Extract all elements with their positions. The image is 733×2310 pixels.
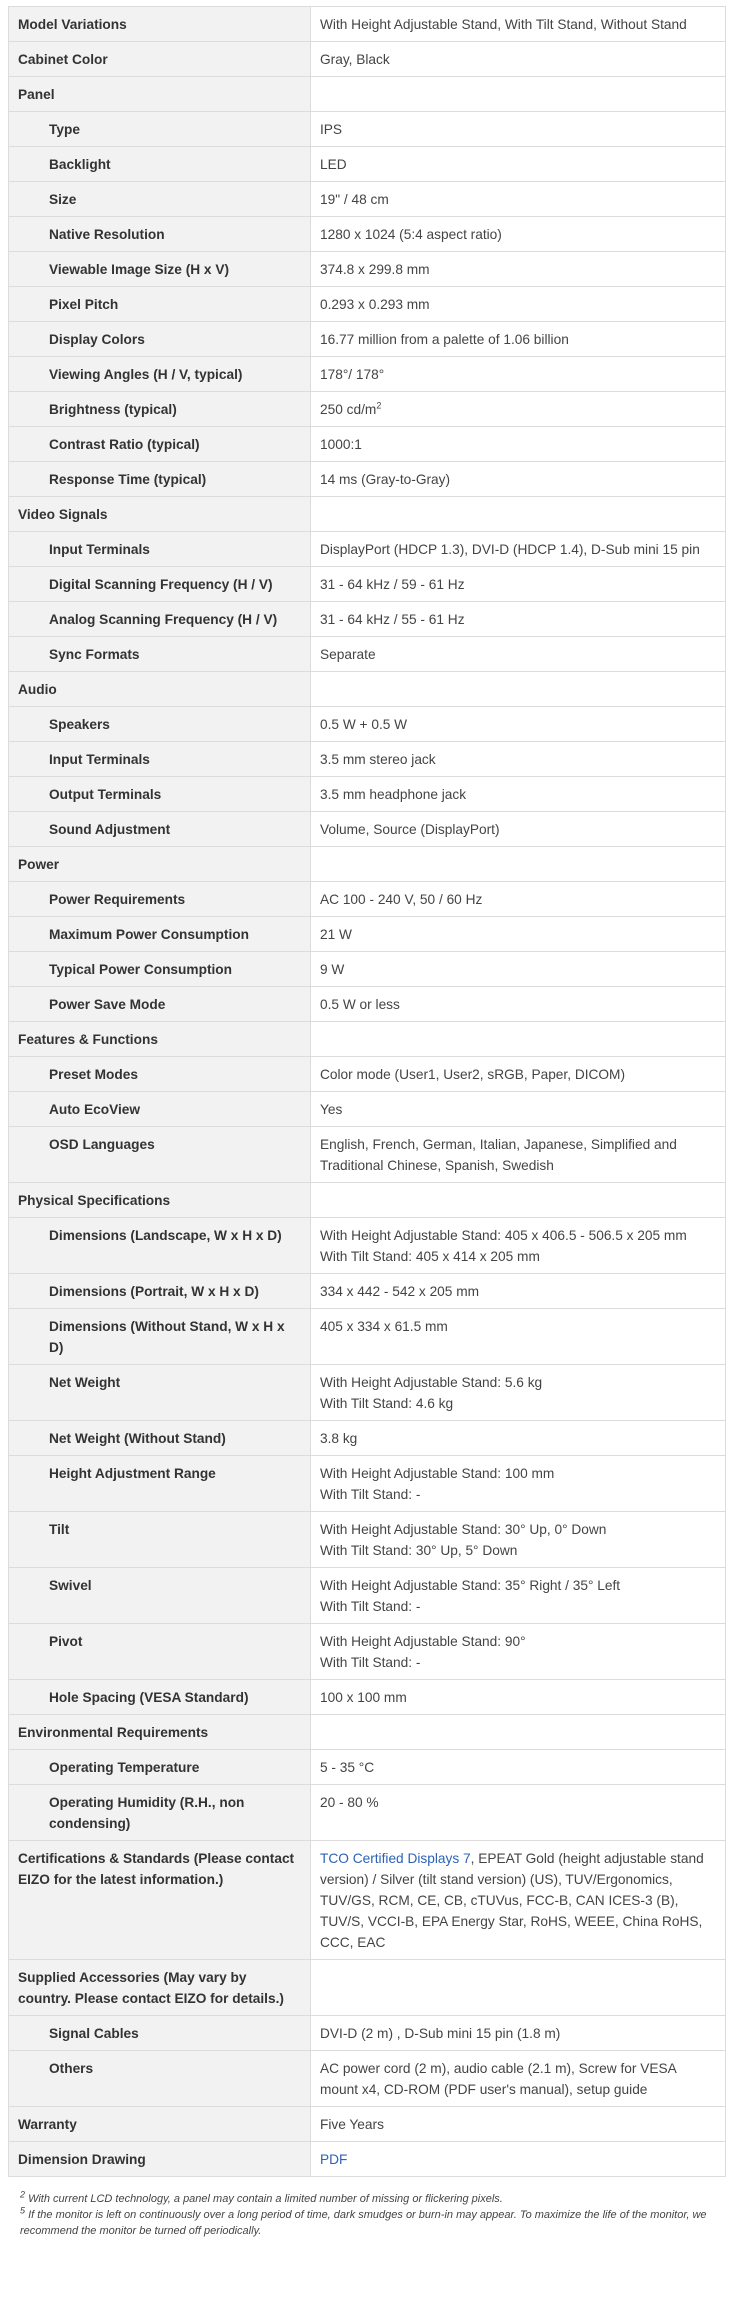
section-heading: Features & Functions (9, 1022, 311, 1057)
spec-value-line: With Height Adjustable Stand: 5.6 kg (320, 1375, 543, 1390)
spec-row (9, 1624, 726, 1680)
spec-value (311, 2107, 726, 2142)
spec-value-line: 16.77 million from a palette of 1.06 billion (320, 332, 569, 347)
spec-value-line: 100 x 100 mm (320, 1690, 407, 1705)
spec-row (9, 1092, 726, 1127)
spec-value-line: Gray, Black (320, 52, 390, 67)
spec-label: Others (9, 2051, 311, 2107)
spec-row (9, 777, 726, 812)
spec-row (9, 1568, 726, 1624)
section-heading: Power (9, 847, 311, 882)
footnote-number: 5 (20, 2205, 26, 2216)
section-row (9, 1960, 726, 2016)
spec-label: Height Adjustment Range (9, 1456, 311, 1512)
spec-label: Net Weight (9, 1365, 311, 1421)
spec-row (9, 287, 726, 322)
section-row (9, 1183, 726, 1218)
spec-label: Typical Power Consumption (9, 952, 311, 987)
spec-value-line: With Tilt Stand: 30° Up, 5° Down (320, 1543, 518, 1558)
section-heading: Video Signals (9, 497, 311, 532)
spec-label: Pivot (9, 1624, 311, 1680)
spec-row (9, 147, 726, 182)
spec-value (311, 42, 726, 77)
spec-value (311, 1750, 726, 1785)
spec-value-line: DVI-D (2 m) , D-Sub mini 15 pin (1.8 m) (320, 2026, 561, 2041)
spec-value-line: With Height Adjustable Stand, With Tilt Stand, Without Stand (320, 17, 687, 32)
spec-value-line: 250 cd/m (320, 402, 377, 417)
spec-row (9, 1218, 726, 1274)
spec-value-line: With Height Adjustable Stand: 90° (320, 1634, 526, 1649)
spec-value-line: 0.5 W + 0.5 W (320, 717, 408, 732)
spec-value (311, 952, 726, 987)
spec-value (311, 427, 726, 462)
spec-label: Brightness (typical) (9, 392, 311, 427)
spec-value-line: 1280 x 1024 (5:4 aspect ratio) (320, 227, 502, 242)
spec-label: Operating Temperature (9, 1750, 311, 1785)
spec-label: Input Terminals (9, 532, 311, 567)
spec-value (311, 567, 726, 602)
spec-label: OSD Languages (9, 1127, 311, 1183)
spec-value (311, 1715, 726, 1750)
spec-row (9, 2016, 726, 2051)
spec-row (9, 182, 726, 217)
spec-label: Model Variations (9, 7, 311, 42)
spec-value (311, 1183, 726, 1218)
spec-row (9, 1512, 726, 1568)
spec-value (311, 7, 726, 42)
spec-value (311, 322, 726, 357)
spec-value-line: 374.8 x 299.8 mm (320, 262, 430, 277)
spec-value (311, 1365, 726, 1421)
spec-label: Contrast Ratio (typical) (9, 427, 311, 462)
spec-value (311, 812, 726, 847)
spec-value-line: With Tilt Stand: - (320, 1599, 421, 1614)
spec-row (9, 1785, 726, 1841)
spec-row (9, 1365, 726, 1421)
spec-label: Cabinet Color (9, 42, 311, 77)
spec-row (9, 2051, 726, 2107)
spec-value (311, 1057, 726, 1092)
spec-label: Pixel Pitch (9, 287, 311, 322)
superscript: 2 (376, 400, 382, 411)
spec-value (311, 182, 726, 217)
spec-label: Dimensions (Landscape, W x H x D) (9, 1218, 311, 1274)
spec-row (9, 637, 726, 672)
spec-row (9, 1309, 726, 1365)
spec-label: Certifications & Standards (Please contact EIZO for the latest information.) (9, 1841, 311, 1960)
spec-row (9, 462, 726, 497)
spec-table (8, 6, 726, 2177)
footnote-text: With current LCD technology, a panel may contain a limited number of missing or flickering pixels. (28, 2193, 503, 2205)
spec-value-line: Five Years (320, 2117, 384, 2132)
spec-value (311, 1512, 726, 1568)
spec-value (311, 2051, 726, 2107)
section-heading: Panel (9, 77, 311, 112)
spec-row (9, 1680, 726, 1715)
spec-value (311, 1218, 726, 1274)
spec-value (311, 777, 726, 812)
spec-value-line: With Height Adjustable Stand: 100 mm (320, 1466, 555, 1481)
spec-label: Viewable Image Size (H x V) (9, 252, 311, 287)
spec-value-line: AC 100 - 240 V, 50 / 60 Hz (320, 892, 483, 907)
spec-row (9, 2107, 726, 2142)
footnotes (8, 2191, 725, 2239)
spec-value (311, 287, 726, 322)
spec-value (311, 532, 726, 567)
spec-label: Analog Scanning Frequency (H / V) (9, 602, 311, 637)
spec-label: Auto EcoView (9, 1092, 311, 1127)
spec-value-line: 334 x 442 - 542 x 205 mm (320, 1284, 480, 1299)
spec-value-line: Color mode (User1, User2, sRGB, Paper, DICOM) (320, 1067, 626, 1082)
spec-row (9, 2142, 726, 2177)
spec-value (311, 1680, 726, 1715)
spec-label: Power Save Mode (9, 987, 311, 1022)
spec-label: Display Colors (9, 322, 311, 357)
spec-value-line: With Tilt Stand: 405 x 414 x 205 mm (320, 1249, 540, 1264)
spec-value-line: With Height Adjustable Stand: 30° Up, 0° Down (320, 1522, 607, 1537)
footnote (20, 2207, 725, 2239)
spec-label: Output Terminals (9, 777, 311, 812)
spec-value-line: 178°/ 178° (320, 367, 385, 382)
spec-value (311, 1785, 726, 1841)
spec-value (311, 147, 726, 182)
spec-label: Maximum Power Consumption (9, 917, 311, 952)
spec-row (9, 952, 726, 987)
spec-value-line: 3.8 kg (320, 1431, 358, 1446)
spec-value-line: With Height Adjustable Stand: 35° Right / 35° Left (320, 1578, 621, 1593)
spec-value-line: 0.293 x 0.293 mm (320, 297, 430, 312)
spec-value (311, 672, 726, 707)
spec-value-line: 3.5 mm headphone jack (320, 787, 467, 802)
spec-value (311, 742, 726, 777)
spec-label: Power Requirements (9, 882, 311, 917)
spec-value-line: Separate (320, 647, 376, 662)
spec-value (311, 882, 726, 917)
spec-row (9, 1421, 726, 1456)
section-row (9, 497, 726, 532)
spec-value (311, 357, 726, 392)
spec-value-line: With Tilt Stand: - (320, 1487, 421, 1502)
spec-row (9, 112, 726, 147)
section-heading: Audio (9, 672, 311, 707)
footnote (20, 2191, 725, 2207)
spec-label: Sound Adjustment (9, 812, 311, 847)
spec-value (311, 1456, 726, 1512)
spec-value (311, 1568, 726, 1624)
spec-value-line: 20 - 80 % (320, 1795, 379, 1810)
spec-row (9, 602, 726, 637)
spec-value-line: With Height Adjustable Stand: 405 x 406.5 - 506.5 x 205 mm (320, 1228, 687, 1243)
spec-value (311, 987, 726, 1022)
spec-value (311, 602, 726, 637)
spec-link[interactable]: PDF (320, 2152, 348, 2167)
spec-row (9, 42, 726, 77)
spec-label: Sync Formats (9, 637, 311, 672)
spec-row (9, 707, 726, 742)
footnote-number: 2 (20, 2189, 26, 2200)
spec-row (9, 1274, 726, 1309)
spec-value (311, 217, 726, 252)
spec-label: Dimension Drawing (9, 2142, 311, 2177)
spec-value-line: 0.5 W or less (320, 997, 400, 1012)
spec-value-line: 14 ms (Gray-to-Gray) (320, 472, 451, 487)
spec-row (9, 392, 726, 427)
spec-row (9, 7, 726, 42)
section-row (9, 1022, 726, 1057)
footnote-text: If the monitor is left on continuously over a long period of time, dark smudges or burn-in may appear. To maximize the life of the monitor, we recommend the monitor be turned off periodically. (20, 2209, 707, 2237)
spec-row (9, 1750, 726, 1785)
spec-value-line: With Tilt Stand: - (320, 1655, 421, 1670)
spec-label: Operating Humidity (R.H., non condensing) (9, 1785, 311, 1841)
spec-value-line: English, French, German, Italian, Japanese, Simplified and Traditional Chinese, Spanish, Swedish (320, 1137, 677, 1173)
spec-value (311, 1127, 726, 1183)
section-heading: Environmental Requirements (9, 1715, 311, 1750)
spec-value (311, 1309, 726, 1365)
spec-value (311, 917, 726, 952)
spec-value (311, 637, 726, 672)
spec-value (311, 1092, 726, 1127)
spec-row (9, 987, 726, 1022)
spec-row (9, 357, 726, 392)
spec-value-line: Yes (320, 1102, 343, 1117)
spec-label: Preset Modes (9, 1057, 311, 1092)
spec-row (9, 1841, 726, 1960)
section-heading: Supplied Accessories (May vary by country. Please contact EIZO for details.) (9, 1960, 311, 2016)
spec-value (311, 1960, 726, 2016)
spec-label: Speakers (9, 707, 311, 742)
spec-value (311, 77, 726, 112)
spec-value-line: IPS (320, 122, 343, 137)
spec-label: Input Terminals (9, 742, 311, 777)
section-row (9, 77, 726, 112)
spec-value-line: 19" / 48 cm (320, 192, 389, 207)
spec-value-line: 21 W (320, 927, 352, 942)
spec-row (9, 567, 726, 602)
spec-row (9, 917, 726, 952)
spec-value-line: 405 x 334 x 61.5 mm (320, 1319, 448, 1334)
spec-value (311, 392, 726, 427)
spec-value (311, 1022, 726, 1057)
spec-label: Hole Spacing (VESA Standard) (9, 1680, 311, 1715)
spec-label: Dimensions (Without Stand, W x H x D) (9, 1309, 311, 1365)
spec-label: Size (9, 182, 311, 217)
spec-row (9, 427, 726, 462)
spec-value-line: 1000:1 (320, 437, 362, 452)
spec-value (311, 2142, 726, 2177)
spec-row (9, 1456, 726, 1512)
spec-value-line: With Tilt Stand: 4.6 kg (320, 1396, 454, 1411)
spec-row (9, 812, 726, 847)
section-row (9, 672, 726, 707)
spec-value (311, 707, 726, 742)
section-row (9, 847, 726, 882)
spec-value-line: 31 - 64 kHz / 55 - 61 Hz (320, 612, 465, 627)
spec-label: Dimensions (Portrait, W x H x D) (9, 1274, 311, 1309)
spec-row (9, 882, 726, 917)
spec-value-line: 31 - 64 kHz / 59 - 61 Hz (320, 577, 465, 592)
spec-value-line: 9 W (320, 962, 345, 977)
spec-value (311, 462, 726, 497)
spec-label: Native Resolution (9, 217, 311, 252)
spec-label: Digital Scanning Frequency (H / V) (9, 567, 311, 602)
spec-value-line: LED (320, 157, 347, 172)
spec-value (311, 1624, 726, 1680)
spec-value (311, 1841, 726, 1960)
spec-label: Response Time (typical) (9, 462, 311, 497)
spec-row (9, 1057, 726, 1092)
spec-link[interactable]: TCO Certified Displays 7 (320, 1851, 471, 1866)
spec-label: Swivel (9, 1568, 311, 1624)
section-row (9, 1715, 726, 1750)
spec-value-line: Volume, Source (DisplayPort) (320, 822, 500, 837)
spec-value (311, 1421, 726, 1456)
spec-value (311, 252, 726, 287)
spec-value-line: DisplayPort (HDCP 1.3), DVI-D (HDCP 1.4), D-Sub mini 15 pin (320, 542, 700, 557)
spec-label: Viewing Angles (H / V, typical) (9, 357, 311, 392)
spec-value-line: 5 - 35 °C (320, 1760, 375, 1775)
spec-label: Signal Cables (9, 2016, 311, 2051)
spec-row (9, 217, 726, 252)
spec-value (311, 2016, 726, 2051)
section-heading: Physical Specifications (9, 1183, 311, 1218)
spec-value-line: 3.5 mm stereo jack (320, 752, 436, 767)
spec-row (9, 532, 726, 567)
spec-value (311, 497, 726, 532)
spec-value-line: AC power cord (2 m), audio cable (2.1 m), Screw for VESA mount x4, CD-ROM (PDF user's manual), setup guide (320, 2061, 677, 2097)
spec-value (311, 112, 726, 147)
spec-value-text: , EPEAT Gold (height adjustable stand version) / Silver (tilt stand version) (US), TUV/Ergonomics, TUV/GS, RCM, CE, CB, cTUVus, FCC-B, CAN ICES-3 (B), TUV/S, VCCI-B, EPA Energy Star, RoHS, WEEE, China RoHS, CCC, EAC (320, 1851, 704, 1950)
spec-value (311, 847, 726, 882)
spec-label: Warranty (9, 2107, 311, 2142)
spec-label: Type (9, 112, 311, 147)
spec-value (311, 1274, 726, 1309)
spec-table-body (9, 7, 726, 2177)
spec-label: Net Weight (Without Stand) (9, 1421, 311, 1456)
spec-label: Backlight (9, 147, 311, 182)
spec-row (9, 252, 726, 287)
spec-row (9, 742, 726, 777)
spec-row (9, 322, 726, 357)
spec-row (9, 1127, 726, 1183)
spec-label: Tilt (9, 1512, 311, 1568)
